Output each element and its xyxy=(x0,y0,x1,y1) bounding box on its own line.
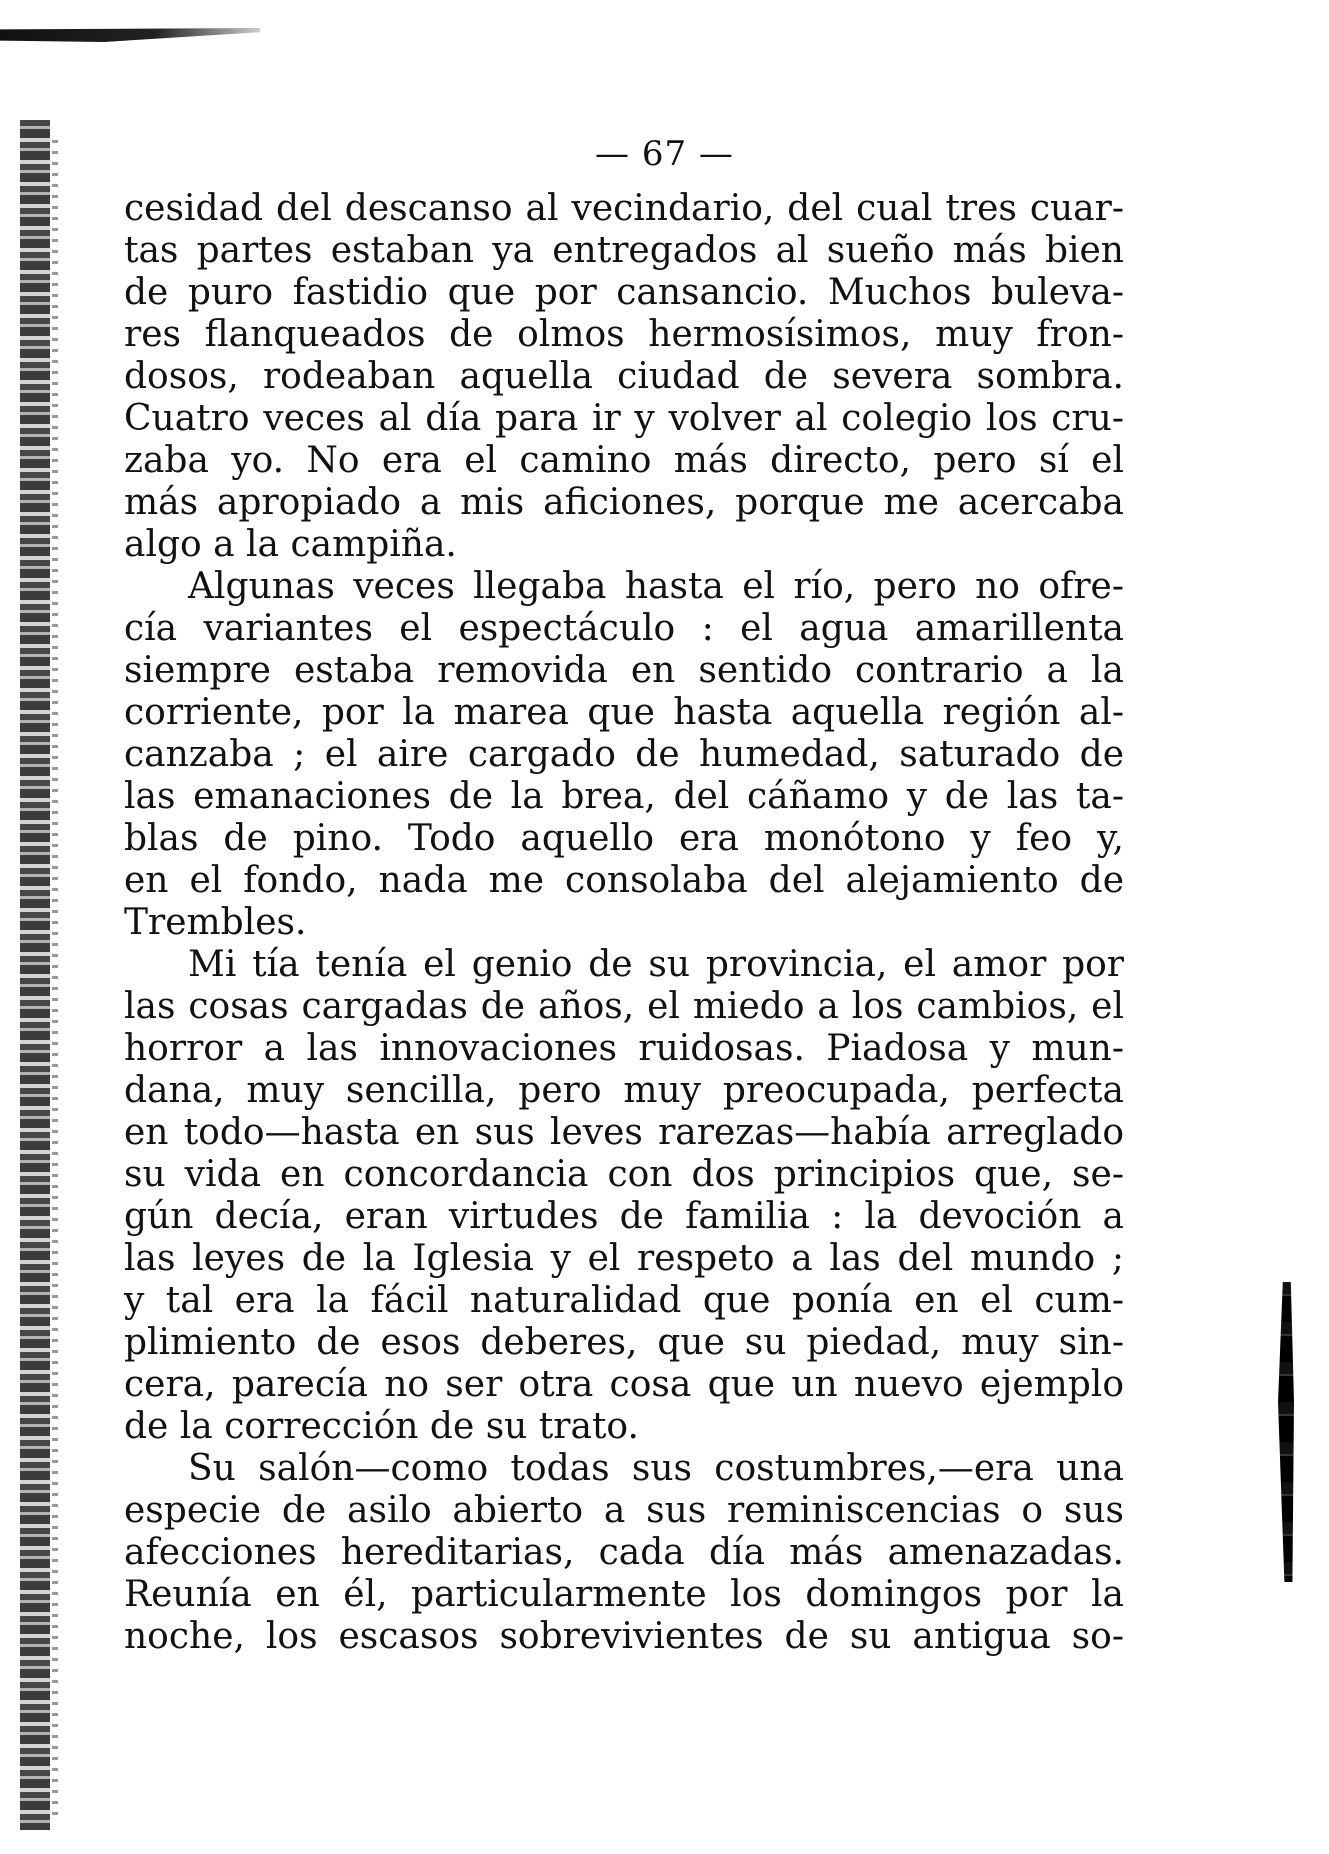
text-line: especie de asilo abierto a sus reminiscencias o sus xyxy=(124,1490,1124,1531)
text-line: Cuatro veces al día para ir y volver al colegio los cru- xyxy=(124,398,1124,439)
text-line: horror a las innovaciones ruidosas. Piadosa y mun- xyxy=(124,1028,1124,1069)
text-line: plimiento de esos deberes, que su piedad, muy sin- xyxy=(124,1322,1124,1363)
text-line: las emanaciones de la brea, del cáñamo y de las ta- xyxy=(124,776,1124,817)
text-line: las cosas cargadas de años, el miedo a los cambios, el xyxy=(124,986,1124,1027)
scan-edge-mark-right xyxy=(1278,1282,1294,1582)
body-text xyxy=(124,188,1124,1658)
paragraph xyxy=(124,944,1124,1448)
page-number: — 67 — xyxy=(595,134,734,174)
text-line: Reunía en él, particularmente los domingos por la xyxy=(124,1574,1124,1615)
text-line: cera, parecía no ser otra cosa que un nuevo ejemplo xyxy=(124,1364,1124,1405)
text-line: Mi tía tenía el genio de su provincia, el amor por xyxy=(188,944,1124,985)
text-line: noche, los escasos sobrevivientes de su antigua so- xyxy=(124,1616,1124,1657)
text-line: gún decía, eran virtudes de familia : la devoción a xyxy=(124,1196,1124,1237)
scan-binding-shadow-left xyxy=(20,120,50,1830)
text-line: de la corrección de su trato. xyxy=(124,1406,639,1447)
text-line: afecciones hereditarias, cada día más amenazadas. xyxy=(124,1532,1124,1573)
text-line: las leyes de la Iglesia y el respeto a las del mundo ; xyxy=(124,1238,1124,1279)
text-line: tas partes estaban ya entregados al sueño más bien xyxy=(124,230,1124,271)
text-line: en todo—hasta en sus leves rarezas—había arreglado xyxy=(124,1112,1124,1153)
text-line: cesidad del descanso al vecindario, del cual tres cuar- xyxy=(124,188,1124,229)
text-line: más apropiado a mis aficiones, porque me acercaba xyxy=(124,482,1124,523)
text-line: corriente, por la marea que hasta aquella región al- xyxy=(124,692,1124,733)
text-line: Trembles. xyxy=(124,902,307,943)
text-line: algo a la campiña. xyxy=(124,524,457,565)
paragraph xyxy=(124,566,1124,944)
text-line: Su salón—como todas sus costumbres,—era una xyxy=(188,1448,1124,1489)
scan-edge-mark-top xyxy=(0,28,260,42)
text-line: de puro fastidio que por cansancio. Muchos buleva- xyxy=(124,272,1124,313)
text-line: cía variantes el espectáculo : el agua amarillenta xyxy=(124,608,1124,649)
paragraph xyxy=(124,1448,1124,1658)
paragraph xyxy=(124,188,1124,566)
text-line: res flanqueados de olmos hermosísimos, muy fron- xyxy=(124,314,1124,355)
text-line: zaba yo. No era el camino más directo, pero sí el xyxy=(124,440,1124,481)
text-line: en el fondo, nada me consolaba del alejamiento de xyxy=(124,860,1124,901)
text-line: blas de pino. Todo aquello era monótono y feo y, xyxy=(124,818,1124,859)
text-line: Algunas veces llegaba hasta el río, pero no ofre- xyxy=(188,566,1124,607)
text-line: dosos, rodeaban aquella ciudad de severa sombra. xyxy=(124,356,1124,397)
scan-binding-speckle-left xyxy=(52,140,58,1820)
text-line: su vida en concordancia con dos principios que, se- xyxy=(124,1154,1124,1195)
text-line: siempre estaba removida en sentido contrario a la xyxy=(124,650,1124,691)
text-line: canzaba ; el aire cargado de humedad, saturado de xyxy=(124,734,1124,775)
text-line: dana, muy sencilla, pero muy preocupada, perfecta xyxy=(124,1070,1124,1111)
text-line: y tal era la fácil naturalidad que ponía en el cum- xyxy=(124,1280,1124,1321)
